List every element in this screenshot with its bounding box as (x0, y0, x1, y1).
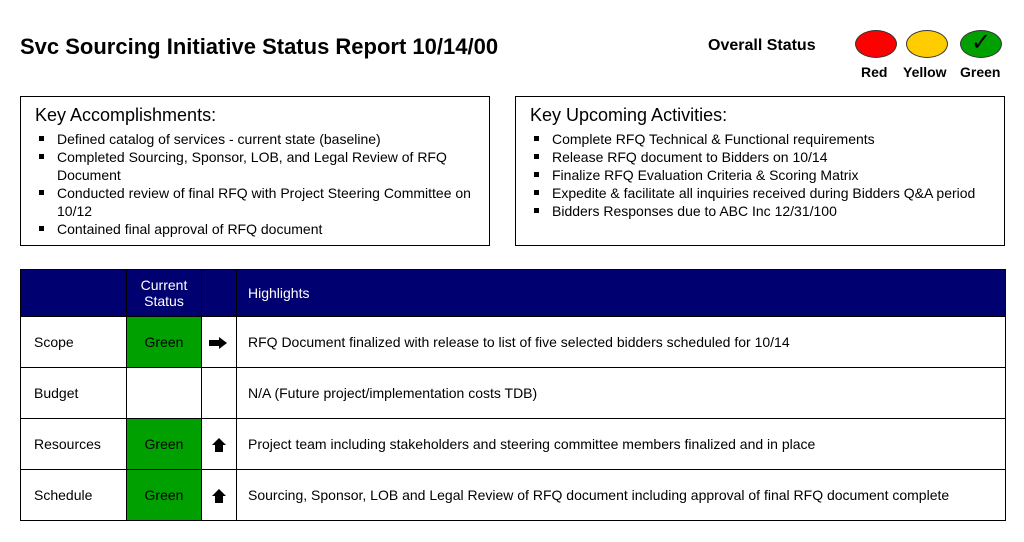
highlights-column-header: Highlights (237, 270, 1006, 317)
trend-cell (202, 419, 237, 470)
page-title: Svc Sourcing Initiative Status Report 10/14/00 (20, 34, 499, 59)
table-row (21, 317, 1006, 368)
trend-cell (202, 317, 237, 368)
area-cell-scope: Scope (21, 317, 127, 368)
table-row (21, 419, 1006, 470)
trend-cell (202, 470, 237, 521)
list-item: Defined catalog of services - current state (baseline) (35, 130, 479, 148)
key-accomplishments-box (20, 96, 490, 246)
status-cell: Green (127, 470, 202, 521)
red-status-light (855, 30, 897, 58)
list-item: Bidders Responses due to ABC Inc 12/31/100 (530, 202, 994, 220)
upcoming-activities-list (530, 130, 994, 220)
list-item: Complete RFQ Technical & Functional requirements (530, 130, 994, 148)
key-upcoming-activities-title: Key Upcoming Activities: (530, 105, 728, 125)
status-table (20, 269, 1006, 521)
area-cell-resources: Resources (21, 419, 127, 470)
accomplishments-list (35, 130, 479, 238)
up-arrow-icon (212, 438, 226, 452)
list-item: Contained final approval of RFQ document (35, 220, 479, 238)
table-row (21, 470, 1006, 521)
status-cell: Green (127, 317, 202, 368)
list-item: Conducted review of final RFQ with Project Steering Committee on 10/12 (35, 184, 479, 220)
green-light-label: Green (960, 64, 1001, 80)
yellow-light-label: Yellow (903, 64, 947, 80)
key-accomplishments-title: Key Accomplishments: (35, 105, 217, 125)
list-item: Expedite & facilitate all inquiries received during Bidders Q&A period (530, 184, 994, 202)
highlights-cell: N/A (Future project/implementation costs TDB) (237, 368, 1006, 419)
yellow-status-light (906, 30, 948, 58)
area-cell-schedule: Schedule (21, 470, 127, 521)
table-row (21, 368, 1006, 419)
area-column-header (21, 270, 127, 317)
trend-cell (202, 368, 237, 419)
checkmark-icon: ✓ (970, 29, 992, 56)
trend-column-header (202, 270, 237, 317)
status-cell: Green (127, 419, 202, 470)
list-item: Completed Sourcing, Sponsor, LOB, and Legal Review of RFQ Document (35, 148, 479, 184)
key-upcoming-activities-box (515, 96, 1005, 246)
up-arrow-icon (212, 489, 226, 503)
highlights-cell: Sourcing, Sponsor, LOB and Legal Review of RFQ document including approval of final RFQ document complete (237, 470, 1006, 521)
right-arrow-icon (219, 337, 227, 349)
overall-status-label: Overall Status (708, 37, 816, 54)
highlights-cell: RFQ Document finalized with release to list of five selected bidders scheduled for 10/14 (237, 317, 1006, 368)
area-cell-budget: Budget (21, 368, 127, 419)
list-item: Finalize RFQ Evaluation Criteria & Scoring Matrix (530, 166, 994, 184)
highlights-cell: Project team including stakeholders and steering committee members finalized and in place (237, 419, 1006, 470)
red-light-label: Red (861, 64, 888, 80)
current-status-column-header: Current Status (127, 270, 202, 317)
status-cell (127, 368, 202, 419)
table-header-row (21, 270, 1006, 317)
list-item: Release RFQ document to Bidders on 10/14 (530, 148, 994, 166)
green-status-light (960, 30, 1002, 58)
